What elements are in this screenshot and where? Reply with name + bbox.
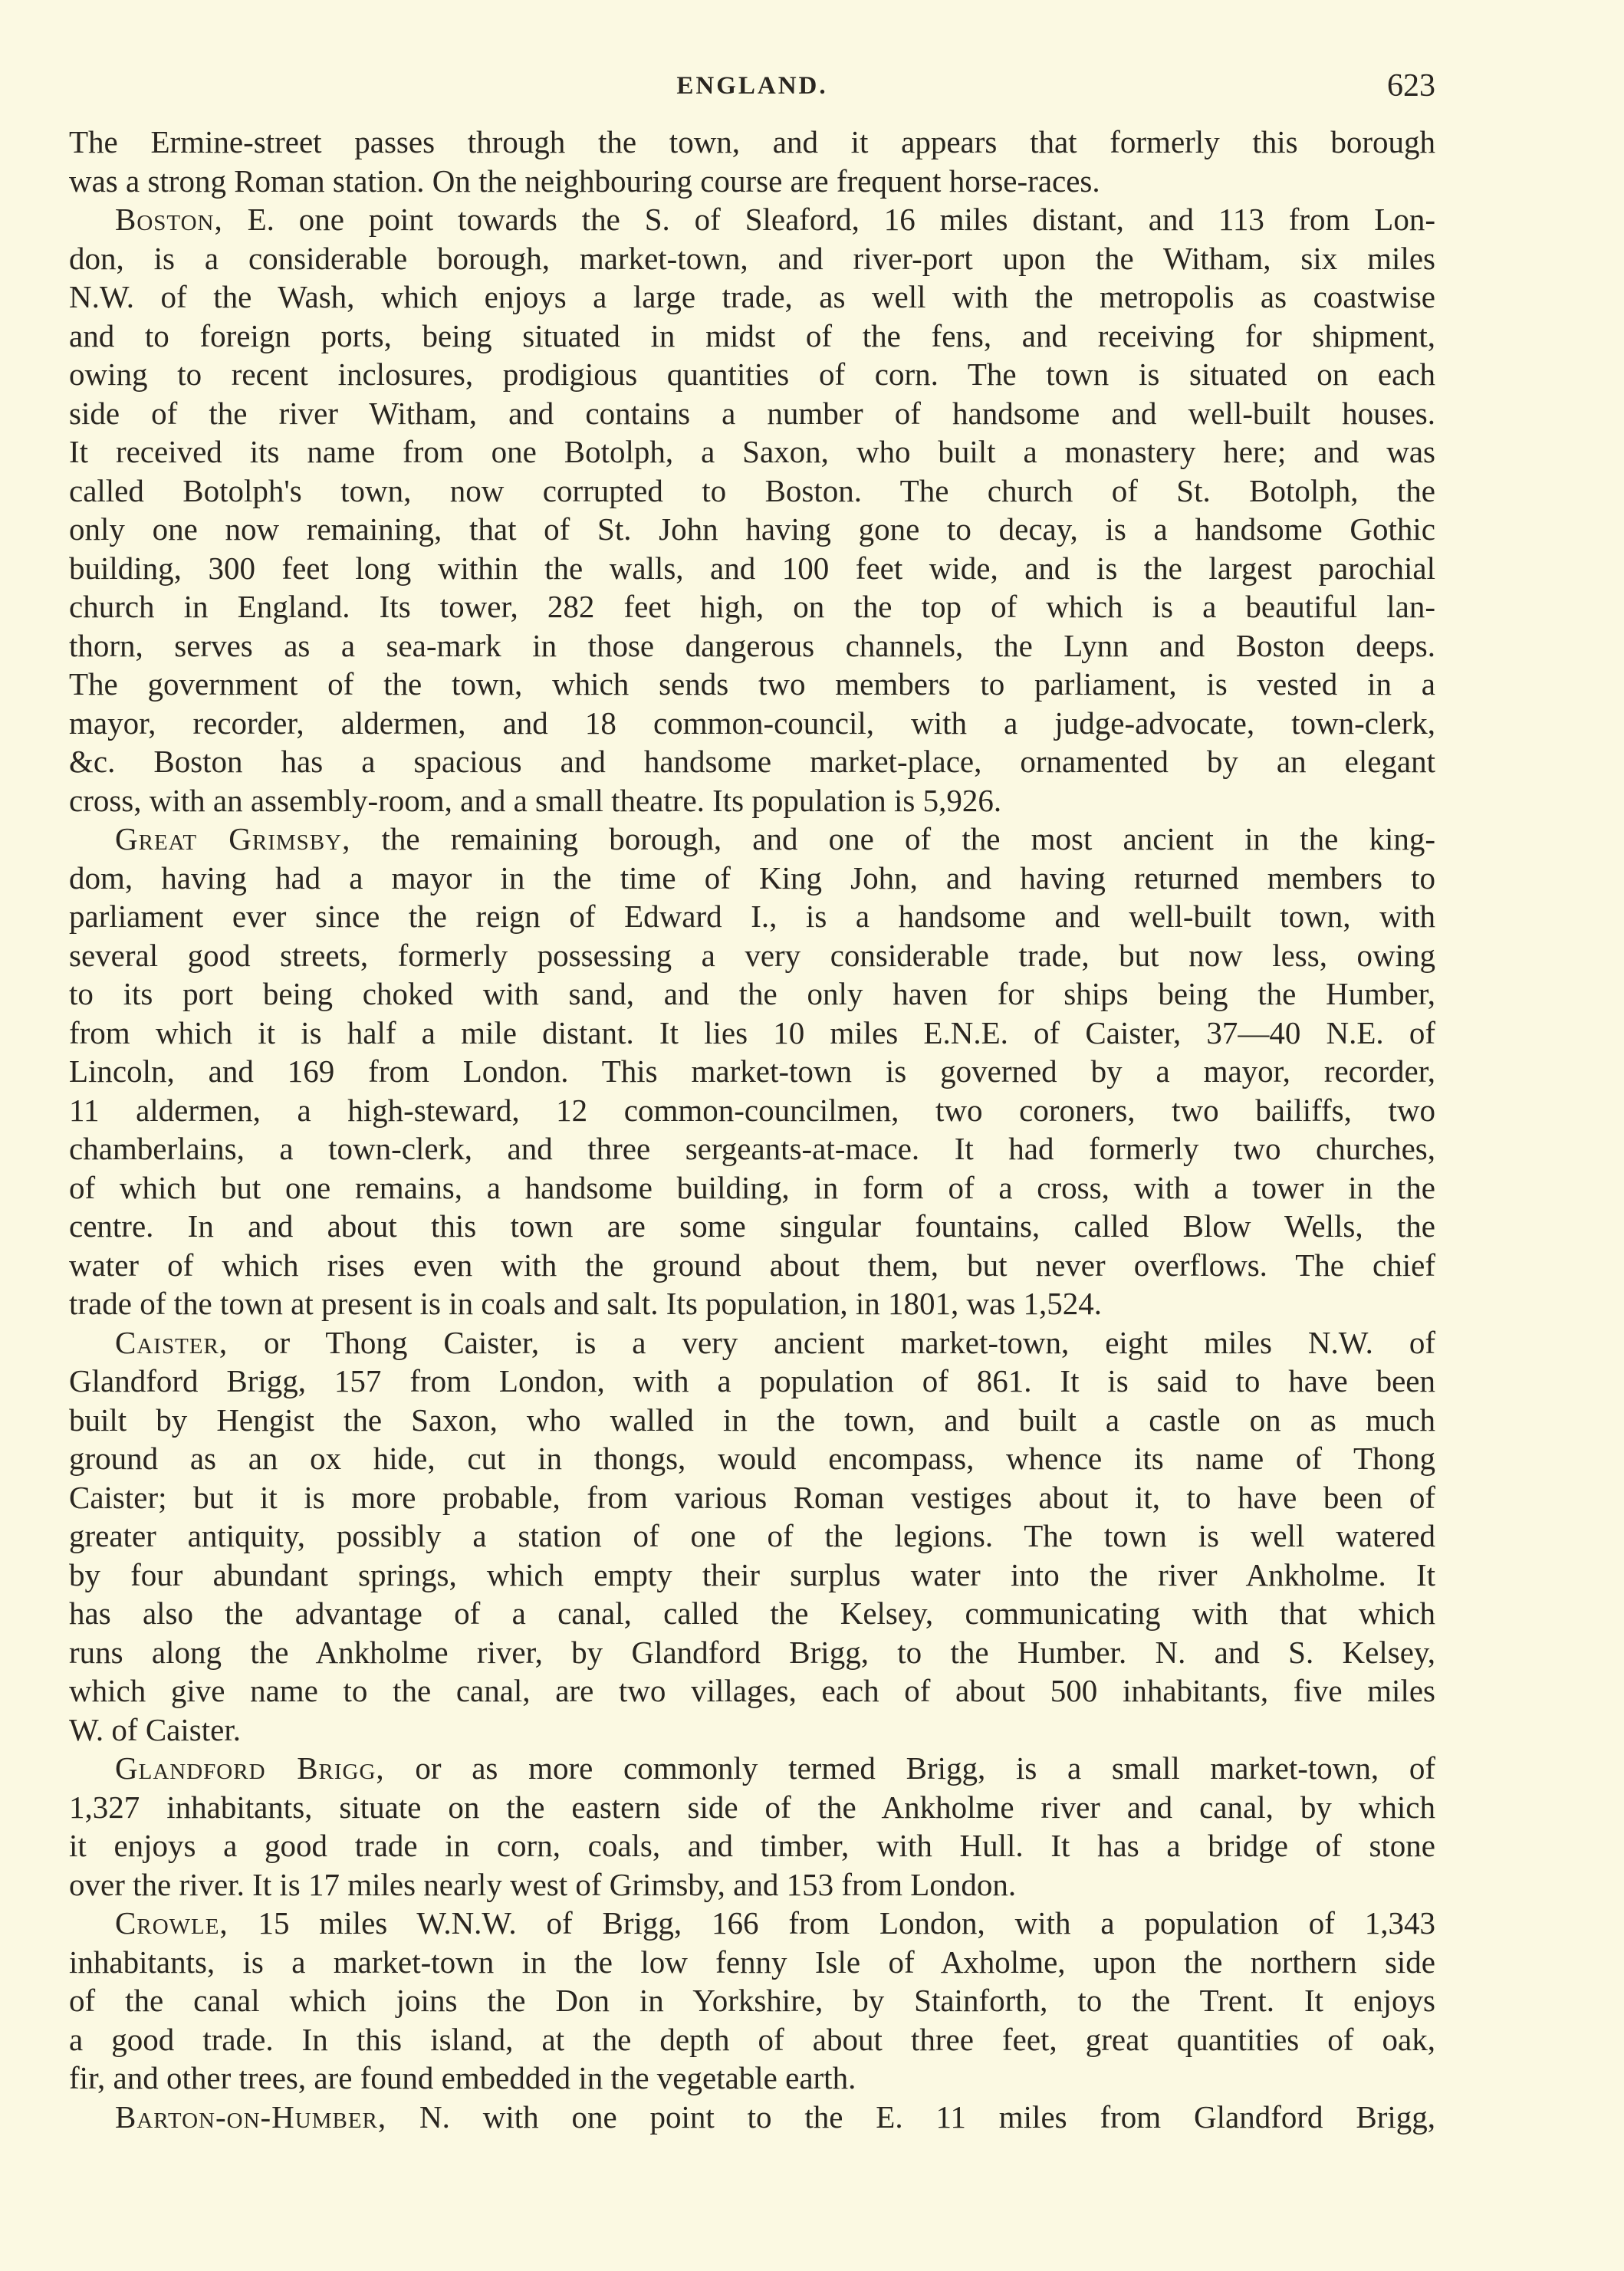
line-text: to its port being choked with sand, and the only haven for ships being the Humber,: [69, 976, 1435, 1011]
line-content: [69, 2022, 1435, 2057]
text-line: [69, 1246, 1435, 1285]
text-line: [69, 1904, 1435, 1943]
line-content: [69, 744, 1435, 779]
line-content: [69, 666, 1435, 702]
line-content: [69, 1790, 1435, 1825]
line-content: [69, 1557, 1435, 1592]
line-text: church in England. Its tower, 282 feet high, on the top of which is a beautiful lan-: [69, 589, 1435, 624]
line-content: [69, 2060, 856, 2095]
line-text: dom, having had a mayor in the time of King John, and having returned members to: [69, 859, 1435, 896]
text-line: [69, 1478, 1435, 1517]
entry-headword: Barton-on-Humber,: [115, 2098, 387, 2135]
line-text: 15 miles W.N.W. of Brigg, 166 from London, with a population of 1,343: [228, 1905, 1435, 1941]
line-content: [69, 1673, 1435, 1708]
text-line: [69, 1323, 1435, 1362]
entry-headword: Caister,: [115, 1324, 228, 1360]
text-line: [69, 472, 1435, 511]
line-content: [69, 1208, 1435, 1244]
line-text: owing to recent inclosures, prodigious quantities of corn. The town is situated on each: [69, 357, 1435, 392]
line-text: inhabitants, is a market-town in the low fenny Isle of Axholme, upon the northern side: [69, 1944, 1435, 1980]
text-line: [69, 781, 1435, 820]
line-text: fir, and other trees, are found embedded in the vegetable earth.: [69, 2060, 856, 2095]
text-line: [69, 200, 1435, 239]
text-line: [69, 317, 1435, 356]
text-line: [69, 1517, 1435, 1556]
line-text: The government of the town, which sends two members to parliament, is vested in a: [69, 666, 1435, 702]
line-text: mayor, recorder, aldermen, and 18 common-council, with a judge-advocate, town-clerk,: [69, 705, 1435, 741]
text-line: [69, 1207, 1435, 1246]
text-line: [69, 1865, 1435, 1905]
line-text: a good trade. In this island, at the depth of about three feet, great quantities of oak,: [69, 2021, 1435, 2057]
line-content: [69, 783, 1001, 818]
text-line: [69, 510, 1435, 549]
line-text: 1,327 inhabitants, situate on the eastern side of the Ankholme river and canal, by which: [69, 1789, 1435, 1825]
line-text: N. with one point to the E. 11 miles from Glandford Brigg,: [386, 2098, 1435, 2135]
text-line: [69, 1556, 1435, 1595]
text-line: [69, 1168, 1435, 1208]
line-text: &c. Boston has a spacious and handsome market-place, ornamented by an elegant: [69, 744, 1435, 779]
entry-headword: Glandford Brigg,: [115, 1750, 385, 1786]
text-line: [69, 1091, 1435, 1130]
line-content: [69, 511, 1435, 547]
line-content: [69, 899, 1435, 934]
line-text: of which but one remains, a handsome building, in form of a cross, with a tower in the: [69, 1169, 1435, 1205]
line-content: [69, 628, 1435, 663]
text-line: [69, 162, 1435, 201]
page-number: 623: [1387, 68, 1435, 104]
line-text: trade of the town at present is in coals and salt. Its population, in 1801, was 1,524.: [69, 1286, 1103, 1321]
entry-headword: Boston,: [115, 202, 223, 237]
line-text: The Ermine-street passes through the town, and it appears that formerly this borough: [69, 124, 1435, 159]
line-text: centre. In and about this town are some singular fountains, called Blow Wells, the: [69, 1208, 1435, 1244]
text-line: [69, 704, 1435, 743]
line-text: from which it is half a mile distant. It lies 10 miles E.N.E. of Caister, 37—40 N.E. of: [69, 1014, 1435, 1050]
text-line: [69, 936, 1435, 975]
line-text: several good streets, formerly possessing a very considerable trade, but now less, owing: [69, 937, 1435, 973]
line-content: [115, 1750, 1435, 1786]
text-line: [69, 1594, 1435, 1633]
line-content: [115, 2099, 1435, 2135]
line-content: [69, 1286, 1102, 1321]
body-text: [69, 123, 1435, 2136]
text-line: [69, 2020, 1435, 2059]
text-line: [69, 1362, 1435, 1401]
line-text: Glandford Brigg, 157 from London, with a population of 861. It is said to have been: [69, 1363, 1435, 1398]
line-text: chamberlains, a town-clerk, and three sergeants-at-mace. It had formerly two churches,: [69, 1131, 1435, 1166]
text-line: [69, 1284, 1435, 1323]
line-text: thorn, serves as a sea-mark in those dangerous channels, the Lynn and Boston deeps.: [69, 627, 1435, 663]
entry-headword: Crowle,: [115, 1905, 228, 1941]
line-text: and to foreign ports, being situated in midst of the fens, and receiving for shipment,: [69, 317, 1435, 353]
line-content: [69, 1402, 1435, 1438]
line-content: [69, 1441, 1435, 1476]
line-content: [69, 1828, 1435, 1863]
text-line: [69, 1401, 1435, 1440]
text-line: [69, 1052, 1435, 1091]
line-content: [115, 1325, 1435, 1360]
line-content: [69, 550, 1435, 586]
line-content: [69, 1635, 1435, 1670]
line-content: [115, 1905, 1435, 1941]
text-line: [69, 432, 1435, 472]
text-line: [69, 626, 1435, 666]
line-content: [69, 1093, 1435, 1128]
line-content: [69, 705, 1435, 741]
line-text: side of the river Witham, and contains a number of handsome and well-built houses.: [69, 395, 1435, 431]
line-content: [69, 1867, 1016, 1902]
text-line: [69, 1788, 1435, 1827]
line-text: the remaining borough, and one of the most ancient in the king-: [350, 821, 1435, 856]
line-text: don, is a considerable borough, market-town, and river-port upon the Witham, six miles: [69, 240, 1435, 276]
line-text: N.W. of the Wash, which enjoys a large trade, as well with the metropolis as coastwise: [69, 279, 1435, 314]
line-content: [69, 279, 1435, 314]
line-content: [69, 434, 1435, 469]
line-content: [69, 938, 1435, 973]
line-text: was a strong Roman station. On the neighbouring course are frequent horse-races.: [69, 163, 1100, 199]
text-line: [69, 1671, 1435, 1711]
text-line: [69, 1981, 1435, 2020]
line-text: built by Hengist the Saxon, who walled in the town, and built a castle on as much: [69, 1402, 1435, 1438]
text-line: [69, 1943, 1435, 1982]
line-content: [69, 1712, 241, 1747]
line-text: called Botolph's town, now corrupted to Boston. The church of St. Botolph, the: [69, 472, 1435, 508]
line-content: [69, 1944, 1435, 1980]
line-text: which give name to the canal, are two villages, each of about 500 inhabitants, five miles: [69, 1673, 1435, 1708]
line-text: greater antiquity, possibly a station of one of the legions. The town is well watered: [69, 1518, 1435, 1553]
text-line: [69, 1129, 1435, 1168]
line-content: [69, 357, 1435, 392]
line-text: or as more commonly termed Brigg, is a small market-town, of: [384, 1750, 1435, 1786]
line-text: has also the advantage of a canal, called the Kelsey, communicating with that which: [69, 1596, 1435, 1631]
line-text: building, 300 feet long within the walls, and 100 feet wide, and is the largest parochial: [69, 550, 1435, 586]
line-content: [115, 821, 1435, 856]
line-text: parliament ever since the reign of Edward I., is a handsome and well-built town, with: [69, 899, 1435, 934]
line-text: runs along the Ankholme river, by Glandford Brigg, to the Humber. N. and S. Kelsey,: [69, 1634, 1435, 1670]
line-content: [115, 202, 1435, 237]
line-content: [69, 1131, 1435, 1166]
text-line: [69, 2059, 1435, 2098]
text-line: [69, 239, 1435, 278]
line-content: [69, 1053, 1435, 1089]
line-text: Lincoln, and 169 from London. This market-town is governed by a mayor, recorder,: [69, 1053, 1435, 1089]
line-content: [69, 1480, 1435, 1515]
text-line: [69, 1014, 1435, 1053]
line-text: it enjoys a good trade in corn, coals, and timber, with Hull. It has a bridge of stone: [69, 1828, 1435, 1863]
line-text: Caister; but it is more probable, from various Roman vestiges about it, to have been of: [69, 1479, 1435, 1515]
text-line: [69, 1826, 1435, 1865]
line-content: [69, 241, 1435, 276]
line-text: W. of Caister.: [69, 1711, 241, 1747]
line-content: [69, 163, 1100, 199]
text-line: [69, 859, 1435, 898]
text-line: [69, 974, 1435, 1014]
text-line: [69, 897, 1435, 936]
line-text: by four abundant springs, which empty their surplus water into the river Ankholme. It: [69, 1556, 1435, 1592]
line-content: [69, 1983, 1435, 2018]
page-header: [69, 67, 1435, 106]
text-line: [69, 394, 1435, 433]
line-text: over the river. It is 17 miles nearly west of Grimsby, and 153 from London.: [69, 1866, 1017, 1902]
line-content: [69, 976, 1435, 1011]
line-text: cross, with an assembly-room, and a small theatre. Its population is 5,926.: [69, 782, 1002, 818]
line-content: [69, 1015, 1435, 1050]
line-text: or Thong Caister, is a very ancient market-town, eight miles N.W. of: [228, 1324, 1435, 1360]
text-line: [69, 665, 1435, 704]
line-content: [69, 1170, 1435, 1205]
text-line: [69, 742, 1435, 781]
line-text: 11 aldermen, a high-steward, 12 common-councilmen, two coroners, two bailiffs, two: [69, 1092, 1435, 1128]
line-text: water of which rises even with the ground about them, but never overflows. The chief: [69, 1247, 1435, 1283]
text-line: [69, 2098, 1435, 2137]
text-line: [69, 1711, 1435, 1750]
line-content: [69, 1363, 1435, 1398]
entry-headword: Great Grimsby,: [115, 821, 351, 856]
line-content: [69, 1518, 1435, 1553]
text-line: [69, 355, 1435, 394]
text-line: [69, 1633, 1435, 1672]
running-title: ENGLAND.: [676, 72, 828, 100]
line-content: [69, 473, 1435, 508]
line-content: [69, 396, 1435, 431]
text-line: [69, 123, 1435, 162]
line-text: ground as an ox hide, cut in thongs, would encompass, whence its name of Thong: [69, 1441, 1435, 1476]
text-line: [69, 549, 1435, 588]
line-content: [69, 124, 1435, 159]
line-text: It received its name from one Botolph, a Saxon, who built a monastery here; and was: [69, 434, 1435, 469]
line-content: [69, 860, 1435, 896]
line-text: of the canal which joins the Don in Yorkshire, by Stainforth, to the Trent. It enjoys: [69, 1983, 1435, 2018]
text-line: [69, 1439, 1435, 1478]
line-content: [69, 318, 1435, 353]
line-content: [69, 589, 1435, 624]
line-content: [69, 1596, 1435, 1631]
line-content: [69, 1247, 1435, 1283]
line-text: E. one point towards the S. of Sleaford, 16 miles distant, and 113 from Lon-: [222, 202, 1435, 237]
line-text: only one now remaining, that of St. John having gone to decay, is a handsome Gothic: [69, 511, 1435, 547]
text-line: [69, 1749, 1435, 1788]
text-line: [69, 278, 1435, 317]
text-line: [69, 820, 1435, 859]
text-line: [69, 587, 1435, 626]
